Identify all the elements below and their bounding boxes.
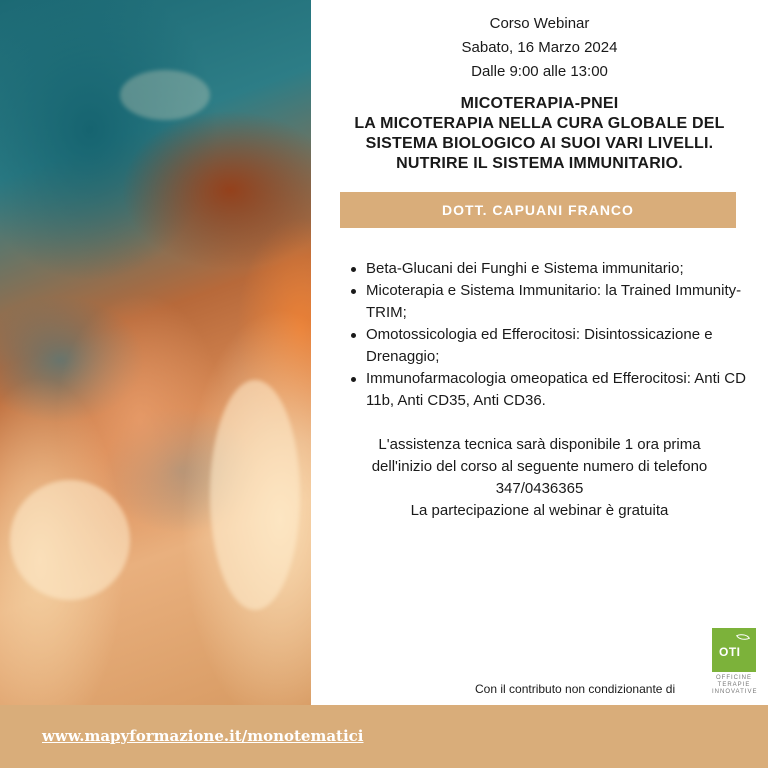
logo-text-line: TERAPIE [717, 682, 751, 688]
hero-image [0, 0, 311, 705]
title-line: MICOTERAPIA-PNEI [460, 95, 619, 112]
event-type: Corso Webinar [489, 15, 590, 32]
logo-abbr: OTI [719, 645, 741, 659]
topics-list [339, 258, 768, 412]
website-link[interactable]: www.mapyformazione.it/monotematici [42, 727, 364, 745]
support-line: L'assistenza tecnica sarà disponibile 1 ora prima [378, 436, 701, 453]
support-line: dell'inizio del corso al seguente numero di telefono [371, 458, 708, 475]
title-line: LA MICOTERAPIA NELLA CURA GLOBALE DEL [354, 115, 725, 132]
list-item: Immunofarmacologia omeopatica ed Efferocitosi: Anti CD 11b, Anti CD35, Anti CD36. [366, 368, 768, 412]
leaf-icon [736, 631, 750, 643]
title-line: NUTRIRE IL SISTEMA IMMUNITARIO. [396, 155, 683, 172]
event-time: Dalle 9:00 alle 13:00 [471, 63, 608, 80]
content-panel [311, 0, 768, 705]
sponsor-note: Con il contributo non condizionante di [475, 682, 676, 696]
support-phone: 347/0436365 [495, 480, 584, 497]
list-item: Micoterapia e Sistema Immunitario: la Trained Immunity-TRIM; [366, 280, 768, 324]
hero-texture [210, 380, 300, 610]
list-item: Omotossicologia ed Efferocitosi: Disintossicazione e Drenaggio; [366, 324, 768, 368]
support-info [311, 434, 768, 522]
free-participation: La partecipazione al webinar è gratuita [410, 502, 669, 519]
event-info [311, 12, 768, 84]
logo-text-line: OFFICINE [716, 675, 752, 681]
event-date: Sabato, 16 Marzo 2024 [461, 39, 618, 56]
hero-texture [120, 70, 210, 120]
logo-text-line: INNOVATIVE [712, 689, 758, 695]
list-item: Beta-Glucani dei Funghi e Sistema immunitario; [366, 258, 768, 280]
sponsor-logo [712, 628, 756, 696]
title-line: SISTEMA BIOLOGICO AI SUOI VARI LIVELLI. [365, 135, 714, 152]
logo-mark [712, 628, 756, 672]
course-title [311, 94, 768, 174]
logo-text [712, 675, 756, 696]
speaker-banner: DOTT. CAPUANI FRANCO [340, 192, 736, 228]
footer-bar [0, 705, 768, 768]
hero-texture [10, 480, 130, 600]
